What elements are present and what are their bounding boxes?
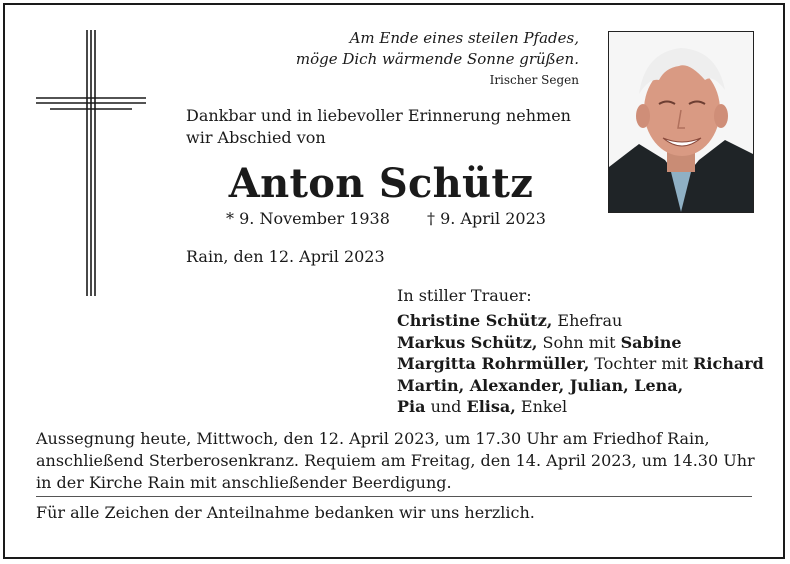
mourner-name: Christine Schütz, [397,311,553,330]
mourners-list [397,310,767,418]
mourner-name: Elisa, [466,397,516,416]
intro-line-2: wir Abschied von [186,128,326,147]
motto [296,28,579,91]
divider [36,496,752,497]
mourner-line [397,353,767,375]
portrait-illustration [609,32,753,212]
thanks-text: Für alle Zeichen der Anteilnahme bedanken wir uns herzlich. [36,503,535,522]
deceased-name: Anton Schütz [228,160,534,207]
motto-line-2: möge Dich wärmende Sonne grüßen. [295,50,579,68]
mourner-name: Pia [397,397,426,416]
cross-icon [36,30,146,296]
mourner-relation: und [425,397,467,416]
service-line-1: Aussegnung heute, Mittwoch, den 12. April 2023, um 17.30 Uhr am Friedhof Rain, [36,429,710,448]
portrait-photo [608,31,754,213]
intro-text [186,105,586,149]
motto-source: Irischer Segen [489,73,579,87]
mourner-line [397,375,767,397]
mourner-relation: Ehefrau [552,311,623,330]
mourner-relation: Enkel [515,397,568,416]
mourner-name: Markus Schütz, [397,332,538,352]
death-date: † 9. April 2023 [427,209,546,228]
mourner-name: Sabine [620,332,682,352]
mourner-line [397,332,767,354]
place-date: Rain, den 12. April 2023 [186,247,385,266]
mourner-relation: Sohn mit [537,332,621,352]
mourner-relation: Tochter mit [589,354,694,373]
mourner-line [397,310,767,332]
birth-date: * 9. November 1938 [226,209,390,228]
mourner-name: Martin, Alexander, Julian, Lena, [397,375,684,395]
service-info [36,428,756,494]
motto-line-1: Am Ende eines steilen Pfades, [349,29,579,47]
service-line-2: anschließend Sterberosenkranz. Requiem am Freitag, den 14. April 2023, um 14.30 Uhr [36,451,755,470]
mourner-line [397,396,767,418]
mourners-title: In stiller Trauer: [397,286,532,305]
mourner-name: Margitta Rohrmüller, [397,354,590,373]
mourner-name: Richard [693,354,764,373]
intro-line-1: Dankbar und in liebevoller Erinnerung nehmen [186,106,571,125]
service-line-3: in der Kirche Rain mit anschließender Beerdigung. [36,473,452,492]
